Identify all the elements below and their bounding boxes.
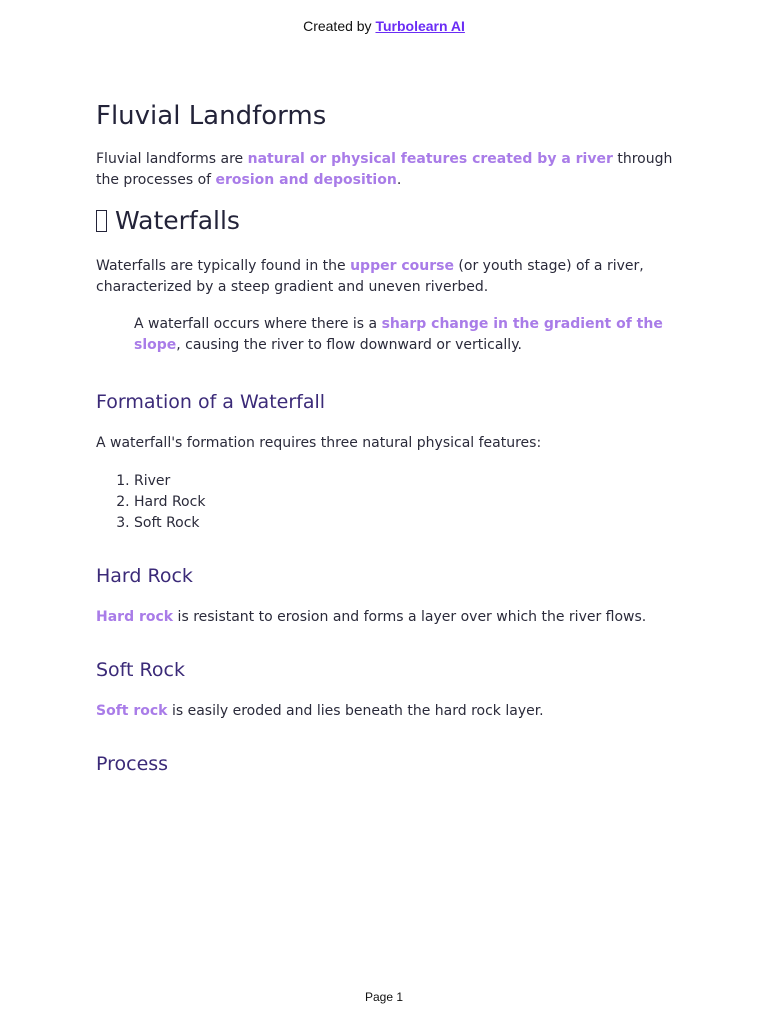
soft-rock-heading: Soft Rock	[96, 659, 185, 681]
soft-rock-text: is easily eroded and lies beneath the hard rock layer.	[167, 703, 544, 719]
waterfalls-text-2: (or youth stage) of a river, characterized by a steep gradient and uneven riverbed.	[96, 258, 644, 295]
quote-text-2: , causing the river to flow downward or vertically.	[176, 337, 522, 353]
intro-highlight-2: erosion and deposition	[215, 172, 397, 188]
intro-paragraph	[96, 149, 676, 191]
list-item: 2. Hard Rock	[134, 492, 676, 513]
missing-glyph-icon	[96, 210, 107, 232]
waterfalls-heading	[96, 203, 676, 239]
formation-heading: Formation of a Waterfall	[96, 391, 326, 413]
intro-text-2: through the processes of	[96, 151, 673, 188]
features-list	[96, 471, 676, 534]
quote-text-1: A waterfall occurs where there is a	[134, 316, 382, 332]
list-item: 1. River	[134, 471, 676, 492]
intro-text-3: .	[396, 172, 402, 188]
process-heading: Process	[96, 753, 169, 775]
list-item: 3. Soft Rock	[134, 513, 676, 534]
soft-rock-paragraph	[96, 701, 676, 722]
quote-highlight: sharp change in the gradient of the slope	[134, 316, 663, 353]
document-body	[96, 96, 676, 778]
waterfall-blockquote	[134, 314, 676, 356]
hard-rock-heading: Hard Rock	[96, 565, 193, 587]
turbolearn-link[interactable]: Turbolearn AI	[375, 18, 465, 34]
waterfalls-text-1: Waterfalls are typically found in the	[96, 258, 351, 274]
formation-intro: A waterfall's formation requires three natural physical features:	[96, 435, 542, 451]
intro-text-1: Fluvial landforms are	[96, 151, 248, 167]
page-title: Fluvial Landforms	[96, 101, 327, 131]
page-header	[0, 18, 768, 34]
header-prefix: Created by	[303, 18, 372, 34]
soft-rock-highlight: Soft rock	[96, 703, 168, 719]
intro-highlight-1: natural or physical features created by a river	[247, 151, 613, 167]
waterfalls-highlight-1: upper course	[350, 258, 454, 274]
hard-rock-highlight: Hard rock	[96, 609, 174, 625]
waterfalls-paragraph	[96, 256, 676, 298]
hard-rock-paragraph	[96, 607, 676, 628]
waterfalls-heading-text: Waterfalls	[115, 206, 240, 235]
hard-rock-text: is resistant to erosion and forms a layer over which the river flows.	[173, 609, 647, 625]
page-number: Page 1	[364, 990, 404, 1004]
